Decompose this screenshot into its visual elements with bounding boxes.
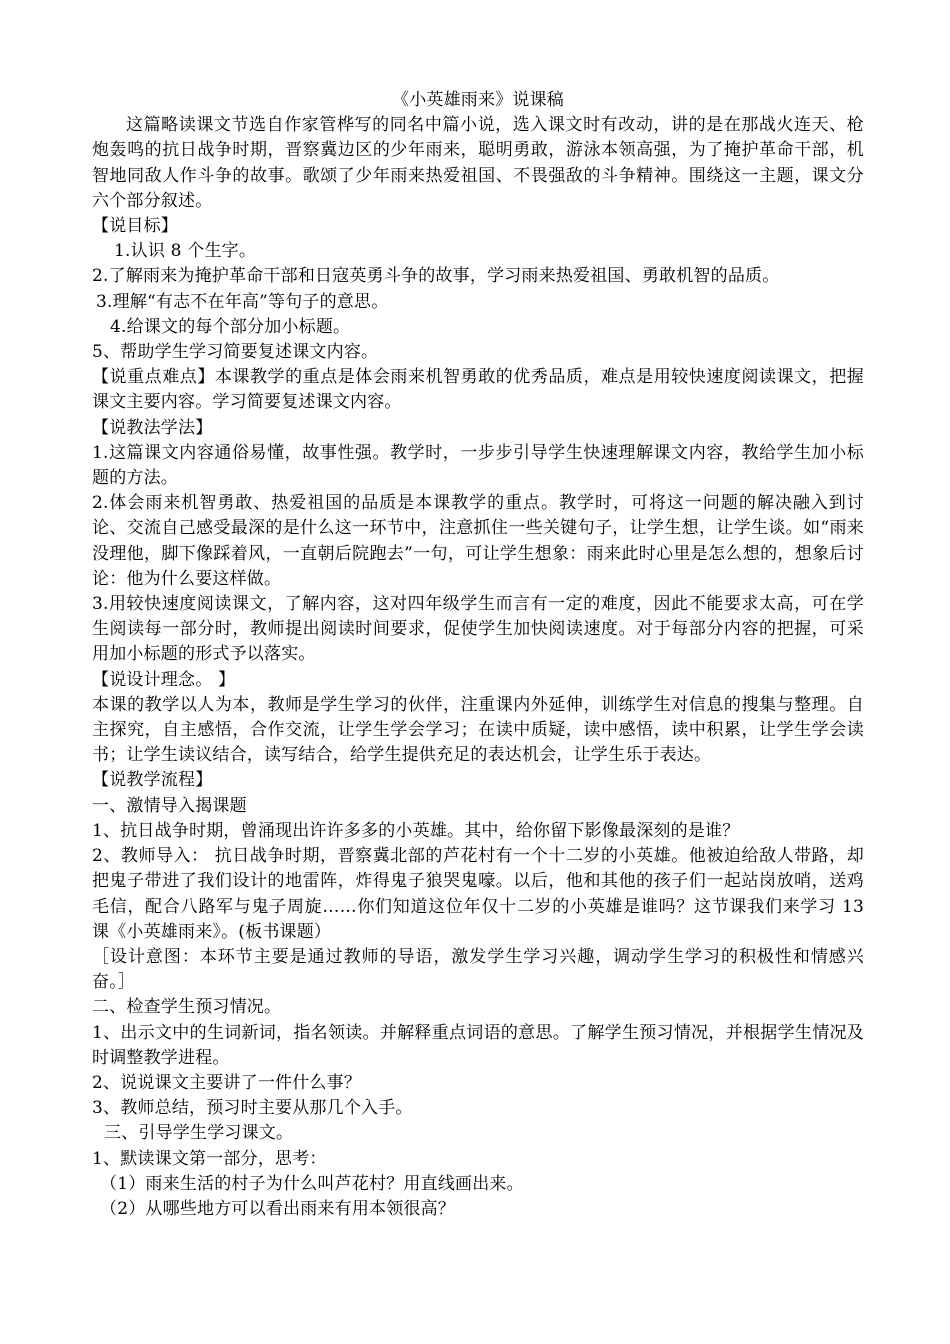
process-paragraph: 2、教师导入： 抗日战争时期，晋察冀北部的芦花村有一个十二岁的小英雄。他被迫给敌人带路，却把鬼子带进了我们设计的地雷阵，炸得鬼子狼哭鬼嚎。以后，他和其他的孩子们一起站岗放哨，送鸡毛信，配合八路军与鬼子周旋……你们知道这位年仅十二岁的小英雄是谁吗？这节课我们来学习 13 课《小英雄雨来》。(板书课题） (92, 846, 864, 942)
process-step-heading: 三、引导学生学习课文。 (104, 1123, 294, 1144)
method-paragraph: 3.用较快速度阅读课文，了解内容，这对四年级学生而言有一定的难度，因此不能要求太高，可在学生阅读每一部分时，教师提出阅读时间要求，促使学生加快阅读速度。对于每部分内容的把握，可采用加小标题的形式予以落实。 (92, 594, 864, 665)
process-paragraph: 3、教师总结，预习时主要从那几个入手。 (92, 1098, 413, 1119)
process-paragraph: 1、出示文中的生词新词，指名领读。并解释重点词语的意思。了解学生预习情况，并根据学生情况及时调整教学进程。 (92, 1022, 864, 1068)
design-paragraph: 本课的教学以人为本，教师是学生学习的伙伴，注重课内外延伸，训练学生对信息的搜集与整理。自主探究，自主感悟，合作交流，让学生学会学习；在读中质疑，读中感悟，读中积累，让学生学会读书；让学生读议结合，读写结合，给学生提供充足的表达机会，让学生乐于表达。 (92, 694, 864, 766)
document-title: 《小英雄雨来》说课稿 (392, 90, 564, 110)
objective-item: 3.理解“有志不在年高”等句子的意思。 (96, 291, 389, 312)
objective-item: 2.了解雨来为掩护革命干部和日寇英勇斗争的故事，学习雨来热爱祖国、勇敢机智的品质。 (92, 266, 780, 287)
section-heading-methods: 【说教法学法】 (92, 417, 213, 438)
process-step-heading: 一、激情导入揭课题 (92, 795, 247, 816)
section-heading-process: 【说教学流程】 (92, 770, 213, 791)
intro-paragraph: 这篇略读课文节选自作家管桦写的同名中篇小说，选入课文时有改动，讲的是在那战火连天、枪炮轰鸣的抗日战争时期，晋察冀边区的少年雨来，聪明勇敢，游泳本领高强，为了掩护革命干部，机智地同敌人作斗争的故事。歌颂了少年雨来热爱祖国、不畏强敌的斗争精神。围绕这一主题，课文分六个部分叙述。 (92, 115, 864, 211)
question-item: （2）从哪些地方可以看出雨来有用本领很高？ (100, 1198, 456, 1219)
objective-item: 4.给课文的每个部分加小标题。 (110, 316, 351, 337)
section-heading-design: 【说设计理念。 】 (92, 669, 236, 690)
question-item: （1）雨来生活的村子为什么叫芦花村？用直线画出来。 (100, 1173, 524, 1194)
process-paragraph: 1、抗日战争时期，曾涌现出许许多多的小英雄。其中，给你留下影像最深刻的是谁？ (92, 820, 740, 841)
objective-item: 5、帮助学生学习简要复述课文内容。 (92, 342, 379, 363)
section-heading-objectives: 【说目标】 (92, 216, 178, 237)
method-paragraph: 1.这篇课文内容通俗易懂，故事性强。教学时，一步步引导学生快速理解课文内容，教给学生加小标题的方法。 (92, 442, 864, 489)
method-paragraph: 2.体会雨来机智勇敢、热爱祖国的品质是本课教学的重点。教学时，可将这一问题的解决融入到讨论、交流自己感受最深的是什么这一环节中，注意抓住一些关键句子，让学生想，让学生谈。如“雨来没理他，脚下像踩着风，一直朝后院跑去”一句，可让学生想象：雨来此时心里是怎么想的，想象后讨论：他为什么要这样做。 (92, 493, 864, 589)
process-step-heading: 二、检查学生预习情况。 (92, 997, 282, 1018)
design-intent-note: ［设计意图：本环节主要是通过教师的导语，激发学生学习兴趣，调动学生学习的积极性和情感兴奋。］ (92, 946, 864, 993)
process-paragraph: 1、默读课文第一部分，思考： (92, 1148, 327, 1169)
objective-item: 1.认识 8 个生字。 (114, 241, 257, 262)
process-paragraph: 2、说说课文主要讲了一件什么事？ (92, 1072, 362, 1093)
key-points-paragraph: 【说重点难点】本课教学的重点是体会雨来机智勇敢的优秀品质，难点是用较快速度阅读课文，把握课文主要内容。学习简要复述课文内容。 (92, 367, 864, 413)
